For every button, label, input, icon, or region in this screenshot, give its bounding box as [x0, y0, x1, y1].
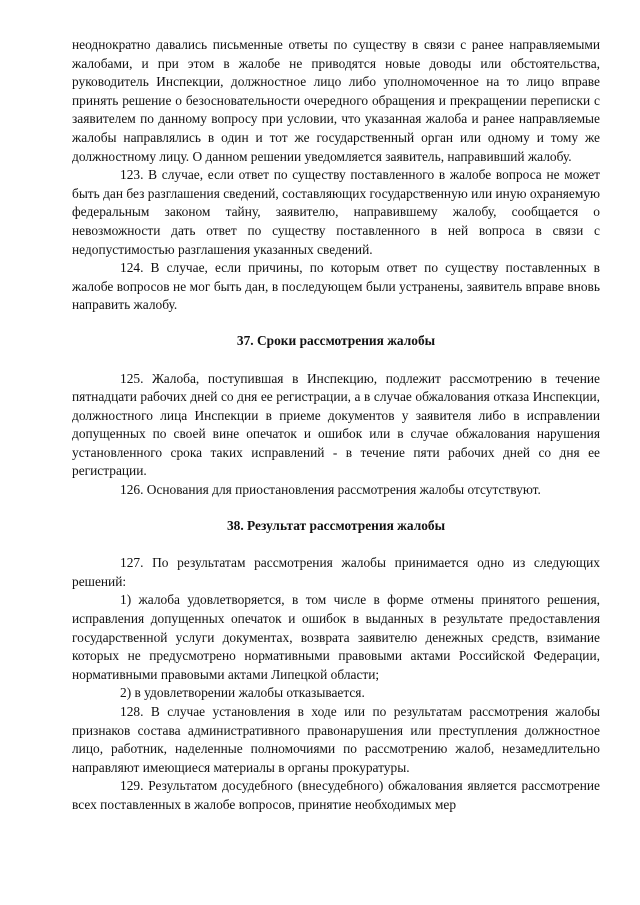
paragraph-127-item-2: 2) в удовлетворении жалобы отказывается.: [120, 685, 365, 701]
paragraph-123: 123. В случае, если ответ по существу поставленного в жалобе вопроса не может быть дан без разглашения сведений, составляющих государственную или иную охраняемую федеральным законом тайну, заявителю, направившему жалобу, сообщается о невозможности дать ответ по существу поставленного в ней вопроса в связи с недопустимостью разглашения указанных сведений.: [72, 167, 601, 257]
paragraph-129: 129. Результатом досудебного (внесудебного) обжалования является рассмотрение всех поставленных в жалобе вопросов, принятие необходимых мер: [72, 778, 600, 812]
paragraph-128: 128. В случае установления в ходе или по результатам рассмотрения жалобы признаков состава административного правонарушения или преступления должностное лицо, работник, наделенные полномочиями по рассмотрению жалоб, незамедлительно направляют имеющиеся материалы в органы прокуратуры.: [72, 704, 600, 775]
paragraph-125: 125. Жалоба, поступившая в Инспекцию, подлежит рассмотрению в течение пятнадцати рабочих дней со дня ее регистрации, а в случае обжалования отказа Инспекции, должностного лица Инспекции в приеме документов у заявителя либо в исправлении допущенных по своей вине опечаток и ошибок или в случае обжалования нарушения установленного срока таких исправлений - в течение пяти рабочих дней со дня ее регистрации.: [72, 370, 600, 479]
section-heading-37: 37. Сроки рассмотрения жалобы: [236, 332, 436, 348]
document-page: [72, 36, 600, 815]
paragraph-126: 126. Основания для приостановления рассмотрения жалобы отсутствуют.: [120, 482, 541, 498]
paragraph-124: 124. В случае, если причины, по которым ответ по существу поставленных в жалобе вопросов не мог быть дан, в последующем были устранены, заявитель вправе вновь направить жалобу.: [72, 260, 600, 313]
paragraph-continuation: неоднократно давались письменные ответы по существу в связи с ранее направляемыми жалобами, и при этом в жалобе не приводятся новые доводы или обстоятельства, руководитель Инспекции, должностное лицо либо уполномоченное на то лицо вправе принять решение о безосновательности очередного обращения и прекращении переписки с заявителем по данному вопросу при условии, что указанная жалоба и ранее направляемые жалобы направлялись в один и тот же государственный орган или одному и тому же должностному лицу. О данном решении уведомляется заявитель, направивший жалобу.: [72, 37, 600, 164]
paragraph-127: 127. По результатам рассмотрения жалобы принимается одно из следующих решений:: [72, 555, 600, 589]
paragraph-127-item-1: 1) жалоба удовлетворяется, в том числе в форме отмены принятого решения, исправления допущенных опечаток и ошибок в выданных в результате предоставления государственной услуги документах, возврата заявителю денежных средств, взимание которых не предусмотрено нормативными правовыми актами Российской Федерации, нормативными правовыми актами Липецкой области;: [72, 592, 600, 682]
section-heading-38: 38. Результат рассмотрения жалобы: [226, 517, 446, 533]
